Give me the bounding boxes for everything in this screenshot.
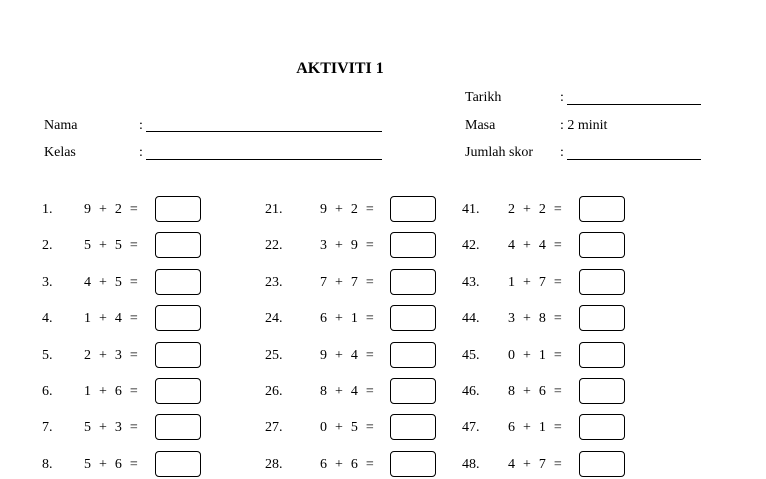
operand-a: 9: [84, 202, 91, 217]
problem-row: [0, 269, 766, 297]
equals-sign: =: [129, 348, 138, 363]
operand-a: 6: [320, 457, 327, 472]
equals-sign: =: [553, 238, 562, 253]
operator: +: [99, 384, 107, 399]
operand-b: 6: [114, 384, 122, 399]
operator: +: [335, 348, 343, 363]
problem-number: 47.: [462, 420, 480, 435]
skor-colon: :: [560, 145, 564, 160]
problem-expression: [508, 457, 562, 473]
equals-sign: =: [129, 420, 138, 435]
problem-number: 21.: [265, 202, 283, 217]
operator: +: [335, 238, 343, 253]
operator: +: [99, 275, 107, 290]
equals-sign: =: [365, 348, 374, 363]
operand-a: 7: [320, 275, 327, 290]
operand-b: 7: [350, 275, 358, 290]
operand-b: 5: [114, 238, 122, 253]
problem-expression: [508, 384, 562, 400]
operand-b: 1: [538, 348, 546, 363]
masa-label: Masa: [465, 118, 496, 133]
equals-sign: =: [129, 275, 138, 290]
answer-box[interactable]: [579, 196, 625, 222]
equals-sign: =: [553, 311, 562, 326]
equals-sign: =: [365, 238, 374, 253]
operand-a: 8: [320, 384, 327, 399]
problem-number: 4.: [42, 311, 53, 326]
operand-b: 4: [538, 238, 546, 253]
operator: +: [335, 384, 343, 399]
answer-box[interactable]: [579, 305, 625, 331]
operator: +: [523, 238, 531, 253]
operand-a: 4: [84, 275, 91, 290]
problem-number: 45.: [462, 348, 480, 363]
operand-a: 8: [508, 384, 515, 399]
operator: +: [99, 348, 107, 363]
operand-b: 8: [538, 311, 546, 326]
equals-sign: =: [129, 384, 138, 399]
operand-a: 6: [508, 420, 515, 435]
problem-expression: [508, 275, 562, 291]
operator: +: [523, 457, 531, 472]
equals-sign: =: [553, 420, 562, 435]
equals-sign: =: [129, 457, 138, 472]
operand-a: 0: [320, 420, 327, 435]
problem-number: 42.: [462, 238, 480, 253]
operand-b: 4: [114, 311, 122, 326]
equals-sign: =: [553, 202, 562, 217]
answer-box[interactable]: [579, 378, 625, 404]
problem-number: 27.: [265, 420, 283, 435]
equals-sign: =: [365, 275, 374, 290]
answer-box[interactable]: [579, 269, 625, 295]
operator: +: [99, 457, 107, 472]
problem-expression: [508, 311, 562, 327]
operand-a: 9: [320, 202, 327, 217]
problem-number: 44.: [462, 311, 480, 326]
operator: +: [99, 420, 107, 435]
equals-sign: =: [365, 420, 374, 435]
operand-b: 3: [114, 348, 122, 363]
problem-number: 48.: [462, 457, 480, 472]
problem-number: 8.: [42, 457, 53, 472]
operand-a: 1: [84, 384, 91, 399]
equals-sign: =: [365, 457, 374, 472]
nama-field[interactable]: [146, 131, 382, 132]
operand-a: 1: [84, 311, 91, 326]
operand-b: 7: [538, 275, 546, 290]
problem-number: 26.: [265, 384, 283, 399]
operand-a: 3: [508, 311, 515, 326]
problem-number: 22.: [265, 238, 283, 253]
problem-number: 23.: [265, 275, 283, 290]
problem-row: [0, 342, 766, 370]
equals-sign: =: [365, 384, 374, 399]
kelas-label: Kelas: [44, 145, 76, 160]
problem-number: 25.: [265, 348, 283, 363]
equals-sign: =: [365, 202, 374, 217]
operand-b: 9: [350, 238, 358, 253]
operator: +: [99, 238, 107, 253]
operand-b: 1: [538, 420, 546, 435]
operand-b: 4: [350, 348, 358, 363]
operand-b: 7: [538, 457, 546, 472]
operator: +: [99, 202, 107, 217]
operator: +: [335, 420, 343, 435]
operand-b: 6: [538, 384, 546, 399]
equals-sign: =: [365, 311, 374, 326]
problem-number: 28.: [265, 457, 283, 472]
problem-number: 2.: [42, 238, 53, 253]
operator: +: [523, 348, 531, 363]
answer-box[interactable]: [579, 342, 625, 368]
tarikh-label: Tarikh: [465, 90, 502, 105]
problem-number: 24.: [265, 311, 283, 326]
problem-number: 6.: [42, 384, 53, 399]
operator: +: [523, 275, 531, 290]
skor-field[interactable]: [567, 159, 701, 160]
operand-b: 5: [350, 420, 358, 435]
page-title: AKTIVITI 1: [296, 60, 384, 77]
problem-number: 41.: [462, 202, 480, 217]
operator: +: [523, 384, 531, 399]
operand-b: 3: [114, 420, 122, 435]
problem-number: 1.: [42, 202, 53, 217]
operand-b: 2: [114, 202, 122, 217]
operator: +: [99, 311, 107, 326]
kelas-colon: :: [139, 145, 143, 160]
problem-expression: [508, 420, 562, 436]
problem-row: [0, 451, 766, 479]
equals-sign: =: [129, 311, 138, 326]
operand-b: 5: [114, 275, 122, 290]
operand-a: 5: [84, 238, 91, 253]
operator: +: [335, 275, 343, 290]
problem-row: [0, 196, 766, 224]
masa-value: : 2 minit: [560, 118, 608, 133]
problem-number: 46.: [462, 384, 480, 399]
equals-sign: =: [129, 202, 138, 217]
operand-a: 9: [320, 348, 327, 363]
operand-a: 1: [508, 275, 515, 290]
tarikh-colon: :: [560, 90, 564, 105]
operand-a: 6: [320, 311, 327, 326]
operator: +: [523, 311, 531, 326]
operand-a: 2: [508, 202, 515, 217]
problem-number: 7.: [42, 420, 53, 435]
problem-number: 3.: [42, 275, 53, 290]
operand-b: 2: [538, 202, 546, 217]
operand-a: 5: [84, 457, 91, 472]
tarikh-field[interactable]: [567, 104, 701, 105]
operand-a: 5: [84, 420, 91, 435]
operator: +: [523, 420, 531, 435]
operand-a: 3: [320, 238, 327, 253]
equals-sign: =: [129, 238, 138, 253]
operator: +: [523, 202, 531, 217]
operand-b: 6: [114, 457, 122, 472]
problem-number: 5.: [42, 348, 53, 363]
answer-box[interactable]: [579, 451, 625, 477]
equals-sign: =: [553, 348, 562, 363]
equals-sign: =: [553, 384, 562, 399]
problem-row: [0, 232, 766, 260]
equals-sign: =: [553, 275, 562, 290]
operand-a: 4: [508, 457, 515, 472]
operand-b: 4: [350, 384, 358, 399]
answer-box[interactable]: [579, 232, 625, 258]
problem-expression: [508, 202, 562, 218]
problem-expression: [508, 348, 562, 364]
answer-box[interactable]: [579, 414, 625, 440]
operand-b: 1: [350, 311, 358, 326]
problem-row: [0, 378, 766, 406]
problem-row: [0, 414, 766, 442]
operator: +: [335, 457, 343, 472]
operator: +: [335, 202, 343, 217]
problem-row: [0, 305, 766, 333]
operand-a: 4: [508, 238, 515, 253]
operator: +: [335, 311, 343, 326]
operand-b: 2: [350, 202, 358, 217]
jumlah-skor-label: Jumlah skor: [465, 145, 534, 160]
operand-a: 2: [84, 348, 91, 363]
problem-number: 43.: [462, 275, 480, 290]
nama-colon: :: [139, 118, 143, 133]
kelas-field[interactable]: [146, 159, 382, 160]
equals-sign: =: [553, 457, 562, 472]
nama-label: Nama: [44, 118, 78, 133]
operand-b: 6: [350, 457, 358, 472]
operand-a: 0: [508, 348, 515, 363]
problem-expression: [508, 238, 562, 254]
